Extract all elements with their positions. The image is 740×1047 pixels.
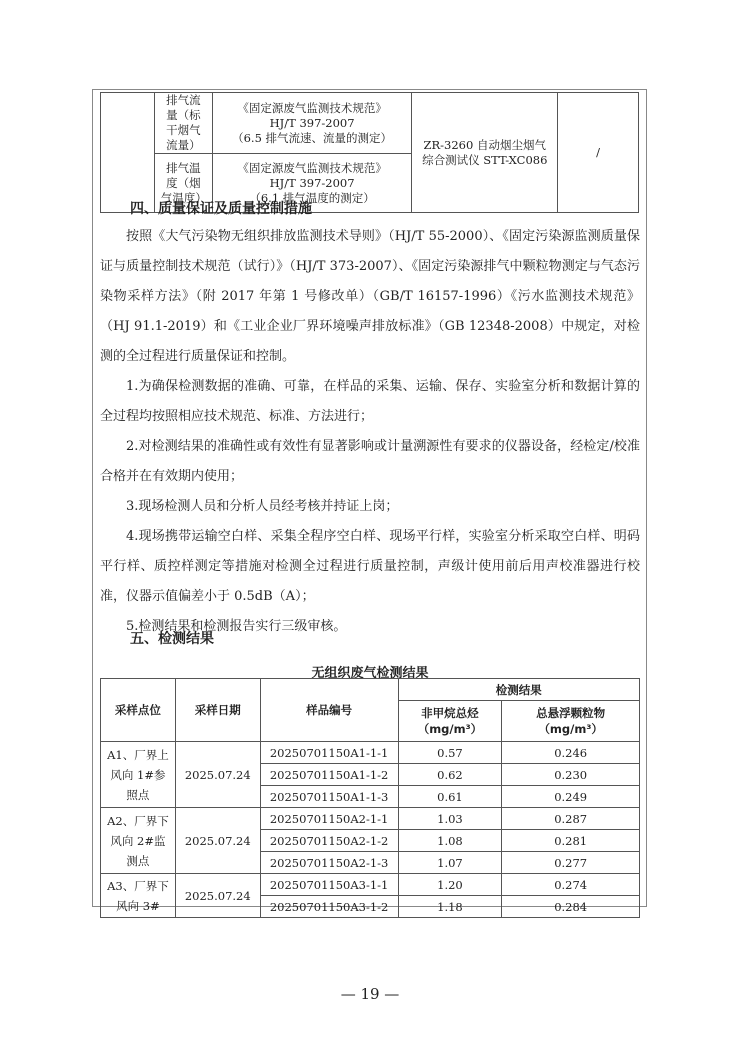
sample-id-cell: 20250701150A1-1-1	[260, 742, 398, 764]
method-line: HJ/T 397-2007	[269, 175, 355, 190]
sample-id-cell: 20250701150A2-1-1	[260, 808, 398, 830]
table-row	[101, 742, 640, 764]
nmhc-cell: 1.03	[398, 808, 502, 830]
intro-paragraph: 按照《大气污染物无组织排放监测技术导则》（HJ/T 55-2000）、《固定污染源监测质量保证与质量控制技术规范（试行）》（HJ/T 373-2007）、《固定污染源排气中颗粒物测定与气态污染物采样方法》（附 2017 年第 1 号修改单）（GB/T 16157-1996）《污水监测技术规范》（HJ 91.1-2019）和《工业企业厂界环境噪声排放标准》（GB 12348-2008）中规定，对检测的全过程进行质量保证和控制。	[100, 229, 640, 364]
table-caption: 无组织废气检测结果	[311, 666, 429, 681]
tsp-cell: 0.277	[502, 852, 640, 874]
sample-id-cell: 20250701150A3-1-2	[260, 896, 398, 918]
header-tsp-label: 总悬浮颗粒物	[536, 706, 606, 720]
tsp-cell: 0.284	[502, 896, 640, 918]
nmhc-cell: 1.08	[398, 830, 502, 852]
sample-id-cell: 20250701150A2-1-2	[260, 830, 398, 852]
qc-item: 2.对检测结果的准确性或有效性有显著影响或计量溯源性有要求的仪器设备，经检定/校准合格并在有效期内使用；	[100, 439, 640, 484]
nmhc-cell: 1.18	[398, 896, 502, 918]
method-line: 《固定源废气监测技术规范》	[237, 160, 387, 175]
table-row	[101, 93, 639, 154]
sample-id-cell: 20250701150A1-1-3	[260, 786, 398, 808]
header-site: 采样点位	[101, 679, 176, 742]
method-table	[100, 92, 639, 213]
site-cell: A1、厂界上风向 1#参照点	[101, 742, 176, 808]
table-row	[101, 808, 640, 830]
item-cell: 排气温度（烟气温度）	[154, 154, 212, 213]
tsp-cell: 0.230	[502, 764, 640, 786]
header-sample-id: 样品编号	[260, 679, 398, 742]
header-tsp-unit: （mg/m³）	[538, 722, 603, 736]
method-cell	[212, 93, 412, 154]
sample-id-cell: 20250701150A1-1-2	[260, 764, 398, 786]
date-cell: 2025.07.24	[175, 742, 260, 808]
section5-heading: 五、检测结果	[130, 631, 214, 647]
section4-body	[100, 222, 640, 642]
nmhc-cell: 1.07	[398, 852, 502, 874]
method-line: HJ/T 397-2007	[269, 115, 355, 130]
sample-id-cell: 20250701150A3-1-1	[260, 874, 398, 896]
nmhc-cell: 1.20	[398, 874, 502, 896]
header-tsp	[502, 701, 640, 742]
tsp-cell: 0.287	[502, 808, 640, 830]
header-date: 采样日期	[175, 679, 260, 742]
method-line: （6.1 排气温度的测定）	[249, 190, 375, 205]
method-line: （6.5 排气流速、流量的测定）	[232, 130, 393, 145]
tsp-cell: 0.281	[502, 830, 640, 852]
section4-heading: 四、质量保证及质量控制措施	[130, 201, 312, 217]
nmhc-cell: 0.61	[398, 786, 502, 808]
tsp-cell: 0.249	[502, 786, 640, 808]
qc-item: 4.现场携带运输空白样、采集全程序空白样、现场平行样，实验室分析采取空白样、明码平行样、质控样测定等措施对检测全过程进行质量控制，声级计使用前后用声校准器进行校准，仪器示值偏差小于 0.5dB（A）；	[100, 529, 640, 604]
tsp-cell: 0.274	[502, 874, 640, 896]
empty-cell	[101, 93, 155, 213]
qc-item: 3.现场检测人员和分析人员经考核并持证上岗；	[126, 499, 399, 514]
table-row	[101, 874, 640, 896]
sample-id-cell: 20250701150A2-1-3	[260, 852, 398, 874]
header-nmhc-unit: （mg/m³）	[417, 722, 483, 736]
date-cell: 2025.07.24	[175, 874, 260, 918]
qc-item: 5.检测结果和检测报告实行三级审核。	[126, 619, 347, 634]
date-cell: 2025.07.24	[175, 808, 260, 874]
qc-item: 1.为确保检测数据的准确、可靠，在样品的采集、运输、保存、实验室分析和数据计算的全过程均按照相应技术规范、标准、方法进行；	[100, 379, 640, 424]
tsp-cell: 0.246	[502, 742, 640, 764]
header-nmhc-label: 非甲烷总烃	[421, 706, 479, 720]
nmhc-cell: 0.62	[398, 764, 502, 786]
site-cell: A2、厂界下风向 2#监测点	[101, 808, 176, 874]
note-cell: /	[558, 93, 639, 213]
nmhc-cell: 0.57	[398, 742, 502, 764]
header-row	[101, 679, 640, 701]
method-line: 《固定源废气监测技术规范》	[237, 100, 387, 115]
site-cell: A3、厂界下风向 3#	[101, 874, 176, 918]
header-nmhc	[398, 701, 502, 742]
instrument-cell: ZR-3260 自动烟尘烟气综合测试仪 STT-XC086	[412, 93, 558, 213]
result-table	[100, 678, 640, 918]
item-cell: 排气流量（标干烟气流量）	[154, 93, 212, 154]
header-results: 检测结果	[398, 679, 639, 701]
page-number: — 19 —	[340, 985, 400, 1003]
